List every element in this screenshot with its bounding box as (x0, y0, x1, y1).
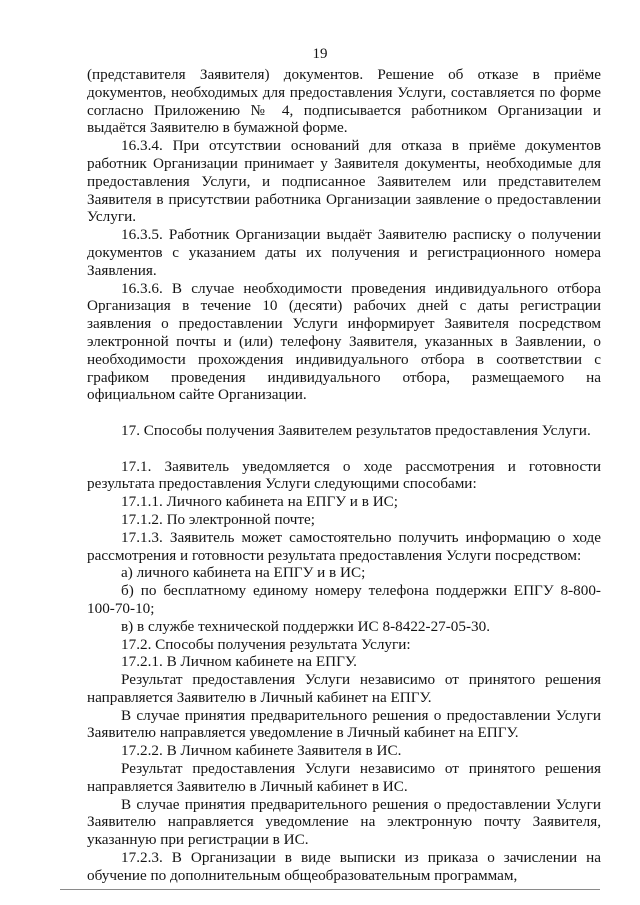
paragraph: 17.2.1. В Личном кабинете на ЕПГУ. (121, 653, 357, 671)
paragraph: 17.2. Способы получения результата Услуги: (121, 635, 411, 653)
section-heading: 17. Способы получения Заявителем результатов предоставления Услуги. (121, 421, 591, 439)
paragraph: а) личного кабинета на ЕПГУ и в ИС; (121, 564, 366, 582)
paragraph: 16.3.4. При отсутствии оснований для отказа в приёме документов работник Организации принимает у Заявителя документы, необходимые для предоставления Услуги, и подписанное Заявителем или представителем Заявителя в присутствии работника Организации заявление о предоставлении Услуги. (87, 137, 601, 226)
paragraph: 16.3.6. В случае необходимости проведения индивидуального отбора Организация в течение 10 (десяти) рабочих дней с даты регистрации заявления о предоставлении Услуги информирует Заявителя посредством электронной почты и (или) телефону Заявителя, указанных в Заявлении, о необходимости прохождения индивидуального отбора в соответствии с графиком проведения индивидуального отбора, размещаемого на официальном сайте Организации. (87, 279, 601, 404)
paragraph: 17.1.2. По электронной почте; (121, 510, 316, 528)
paragraph: Результат предоставления Услуги независимо от принятого решения направляется Заявителю в Личный кабинет в ИС. (87, 760, 601, 795)
paragraph: 17.1.3. Заявитель может самостоятельно получить информацию о ходе рассмотрения и готовности результата предоставления Услуги посредством: (87, 528, 601, 564)
paragraph: В случае принятия предварительного решения о предоставлении Услуги Заявителю направляется уведомление в Личный кабинет на ЕПГУ. (87, 706, 601, 742)
page-bottom-rule (60, 889, 600, 890)
paragraph: 17.2.2. В Личном кабинете Заявителя в ИС. (121, 742, 402, 760)
paragraph: 17.2.3. В Организации в виде выписки из приказа о зачислении на обучение по дополнительным общеобразовательным программам, (87, 849, 601, 884)
paragraph: 17.1.1. Личного кабинета на ЕПГУ и в ИС; (121, 493, 399, 511)
paragraph: (представителя Заявителя) документов. Решение об отказе в приёме документов, необходимых для предоставления Услуги, составляется по форме согласно Приложению № 4, подписывается работником Организации и выдаётся Заявителю в бумажной форме. (87, 66, 601, 137)
paragraph: в) в службе технической поддержки ИС 8-8422-27-05-30. (121, 617, 491, 635)
page-number: 19 (312, 46, 328, 62)
paragraph: 17.1. Заявитель уведомляется о ходе рассмотрения и готовности результата предоставления Услуги следующими способами: (87, 457, 601, 493)
paragraph: 16.3.5. Работник Организации выдаёт Заявителю расписку о получении документов с указанием даты их получения и регистрационного номера Заявления. (87, 226, 601, 279)
paragraph: Результат предоставления Услуги независимо от принятого решения направляется Заявителю в Личный кабинет на ЕПГУ. (87, 671, 601, 706)
paragraph: б) по бесплатному единому номеру телефона поддержки ЕПГУ 8-800-100-70-10; (87, 582, 601, 617)
document-body (87, 66, 601, 885)
paragraph: В случае принятия предварительного решения о предоставлении Услуги Заявителю направляется уведомление на электронную почту Заявителя, указанную при регистрации в ИС. (87, 795, 601, 849)
